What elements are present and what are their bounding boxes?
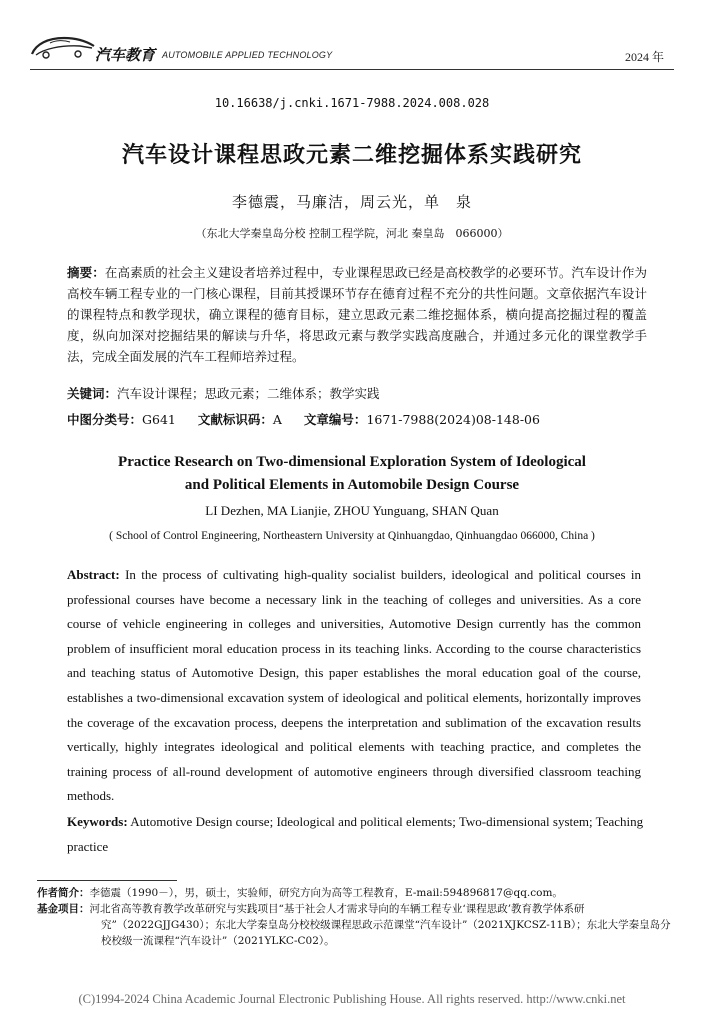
journal-header [0,0,704,75]
footnotes [37,885,677,949]
affiliation-en: ( School of Control Engineering, Northeastern University at Qinhuangdao, Qinhuangdao 066000, China ) [109,530,595,542]
doi: 10.16638/j.cnki.1671-7988.2024.008.028 [214,96,490,110]
abstract-cn-text: 在高素质的社会主义建设者培养过程中，专业课程思政已经是高校教学的必要环节。汽车设计作为高校车辆工程专业的一门核心课程，目前其授课环节存在德育过程不充分的共性问题。文章依据汽车设计的课程特点和教学现状，确立课程的德育目标，建立思政元素二维挖掘体系，横向提高挖掘过程的覆盖度，纵向加深对挖掘结果的解读与升华，将思政元素与教学实践高度融合，并通过多元化的课堂教学手法，完成全面发展的汽车工程师培养过程。 [67,265,647,364]
keywords-en-text: Automotive Design course; Ideological and political elements; Two-dimensional system; Teaching practice [67,814,644,854]
footnote-author-text: 李德震（1990－），男，硕士，实验师，研究方向为高等工程教育，E-mail:594896817@qq.com。 [89,887,563,899]
abstract-cn [67,262,647,367]
footnote-divider [37,880,177,881]
title-cn: 汽车设计课程思政元素二维挖掘体系实践研究 [121,143,582,168]
authors-cn: 李德震，马廉洁，周云光，单 泉 [231,193,472,211]
header-divider [30,69,674,70]
footnote-fund-text: 河北省高等教育教学改革研究与实践项目“基于社会人才需求导向的车辆工程专业‘课程思政’教育教学体系研究”（2022GJJG430）；东北大学秦皇岛分校校级课程思政示范课堂“汽车设计”（2021XJKCSZ-11B）；东北大学秦皇岛分校校级一流课程“汽车设计”（2021YLKC-C02）。 [89,903,671,947]
title-en [0,451,704,497]
abstract-en-text: In the process of cultivating high-quality socialist builders, ideological and political courses in professional courses have become a necessary link in the teaching of colleges and universities. As a core course of vehicle engineering in colleges and universities, Automotive Design currently has the common problem of insufficient moral education process in its teaching links. According to the course characteristics and teaching status of Automotive Design, this paper establishes the moral education goal of the course, establishes a two-dimensional excavation system of ideological and political elements, horizontally improves the coverage of the excavation process, deepens the interpretation and sublimation of the excavation results vertically, highly integrates ideological and political elements with teaching practice, and completes the training process of all-round development of automotive engineers through diversified classroom teaching methods. [67,567,641,804]
abstract-en [67,563,641,809]
clc-value: G641 [142,412,176,427]
footnote-fund-label: 基金项目： [37,903,90,915]
journal-brand-en: AUTOMOBILE APPLIED TECHNOLOGY [162,50,333,60]
authors-en: LI Dezhen, MA Lianjie, ZHOU Yunguang, SHAN Quan [205,503,499,518]
footnote-author-label: 作者简介： [37,887,90,899]
article-number-value: 1671-7988(2024)08-148-06 [366,412,540,427]
classification-line [67,410,540,428]
journal-brand-cn: 汽车教育 [95,46,156,64]
keywords-en [67,810,645,859]
abstract-en-label: Abstract: [67,567,120,582]
cnki-watermark: (C)1994-2024 China Academic Journal Electronic Publishing House. All rights reserved. http://www.cnki.net [78,992,626,1006]
clc-label: 中图分类号： [67,412,143,427]
footnote-author [37,885,677,901]
keywords-cn [67,385,647,403]
keywords-cn-label: 关键词： [67,386,118,401]
doc-code-label: 文献标识码： [197,412,273,427]
title-en-line-2: and Political Elements in Automobile Design Course [184,477,520,493]
keywords-en-label: Keywords: [67,814,128,829]
journal-year: 2024 年 [624,50,664,64]
doc-code-value: A [272,412,282,427]
abstract-cn-label: 摘要： [67,265,105,280]
article-number-label: 文章编号： [303,412,367,427]
footnote-fund [37,901,677,949]
title-en-line-1: Practice Research on Two-dimensional Exploration System of Ideological [118,454,586,470]
affiliation-cn: （东北大学秦皇岛分校 控制工程学院，河北 秦皇岛 066000） [195,227,509,240]
keywords-cn-text: 汽车设计课程；思政元素；二维体系；教学实践 [117,386,380,401]
car-logo-icon [30,34,96,60]
